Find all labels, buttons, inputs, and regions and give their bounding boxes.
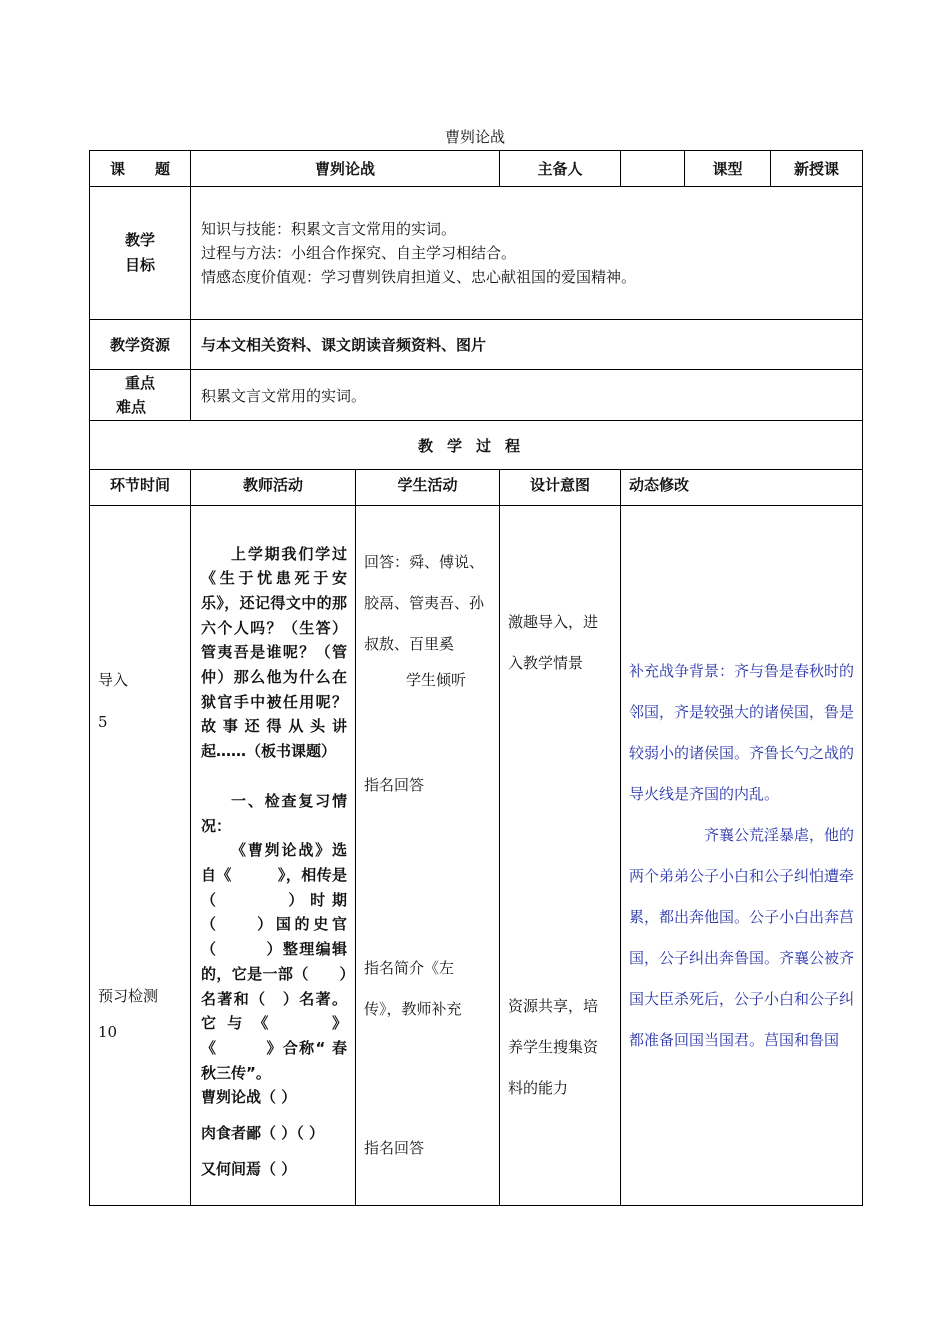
keypoints-row [90,370,863,421]
objectives-row [90,187,863,320]
process-columns-row [90,470,863,506]
teacher-q1: 曹刿论战（ ） [201,1088,297,1107]
keypoints-value: 积累文言文常用的实词。 [191,370,863,421]
objectives-label-line1: 教学 [124,231,155,249]
student-named-answer-1: 指名回答 [364,776,425,794]
process-title: 教学过程 [90,421,863,470]
objectives-label-line2: 目标 [124,256,155,274]
objective-knowledge: 知识与技能：积累文言文常用的实词。 [201,220,457,238]
teacher-check-heading: 一、检查复习情况： [201,791,347,835]
type-label: 课型 [685,151,771,187]
col-stage-header: 环节时间 [90,470,191,506]
keypoints-label-line2: 难点 [116,398,147,416]
type-value: 新授课 [771,151,863,187]
header-row [90,151,863,187]
lesson-plan-table [89,150,863,1206]
student-intro-zuozhuan: 指名简介《左传》，教师补充 [364,959,462,1018]
teacher-q2: 肉食者鄙（ ）（ ） [201,1124,324,1143]
objectives-content [191,187,863,320]
teacher-check-text: 《曹刿论战》选自《 》，相传是（ ）时期（ ）国的史官（ ）整理编辑的，它是一部（ ）名著和（ ）名著。它与《 》《 》合称“ 春秋三传”。 [201,841,347,1082]
stage-cell [90,506,191,1206]
col-revision-header: 动态修改 [621,470,863,506]
stage-intro-time: 5 [98,712,108,731]
objectives-label [90,187,191,320]
objective-process: 过程与方法：小组合作探究、自主学习相结合。 [201,244,517,262]
topic-label: 课 题 [90,151,191,187]
resources-label: 教学资源 [90,320,191,370]
teacher-q3: 又何间焉（ ） [201,1159,297,1178]
col-teacher-header: 教师活动 [191,470,356,506]
revision-background: 补充战争背景：齐与鲁是春秋时的邻国，齐是较强大的诸侯国，鲁是较弱小的诸侯国。齐鲁长勺之战的导火线是齐国的内乱。 [629,661,855,803]
intent-share: 资源共享，培养学生搜集资料的能力 [508,997,599,1097]
preparer-label: 主备人 [500,151,621,187]
intent-intro: 激趣导入，进入教学情景 [508,613,599,672]
teacher-cell [191,506,356,1206]
student-listen: 学生倾听 [406,671,467,689]
student-cell [356,506,500,1206]
teacher-intro: 上学期我们学过《生于忧患死于安乐》，还记得文中的那六个人吗？（生答）管夷吾是谁呢？（管仲）那么他为什么在狱官手中被任用呢？故事还得从头讲起……（板书课题） [201,544,347,761]
student-named-answer-2: 指名回答 [364,1139,425,1157]
resources-value: 与本文相关资料、课文朗读音频资料、图片 [191,320,863,370]
document-title: 曹刿论战 [444,128,505,146]
stage-check-label: 预习检测 [98,986,159,1005]
col-intent-header: 设计意图 [500,470,621,506]
resources-row [90,320,863,370]
stage-check-time: 10 [98,1022,118,1041]
stage-intro-label: 导入 [98,670,129,689]
col-student-header: 学生活动 [356,470,500,506]
keypoints-label [90,370,191,421]
objective-values: 情感态度价值观：学习曹刿铁肩担道义、忠心献祖国的爱国精神。 [201,268,637,286]
process-content-row [90,506,863,1206]
revision-story: 齐襄公荒淫暴虐，他的两个弟弟公子小白和公子纠怕遭牵累，都出奔他国。公子小白出奔莒国，公子纠出奔鲁国。齐襄公被齐国大臣杀死后，公子小白和公子纠都准备回国当国君。莒国和鲁国 [629,825,855,1049]
student-answer: 回答：舜、傅说、胶鬲、管夷吾、孙叔敖、百里奚 [364,553,485,653]
keypoints-label-line1: 重点 [124,374,155,392]
intent-cell [500,506,621,1206]
topic-value: 曹刿论战 [191,151,500,187]
preparer-value [621,151,685,187]
process-title-row [90,421,863,470]
revision-cell [621,506,863,1206]
